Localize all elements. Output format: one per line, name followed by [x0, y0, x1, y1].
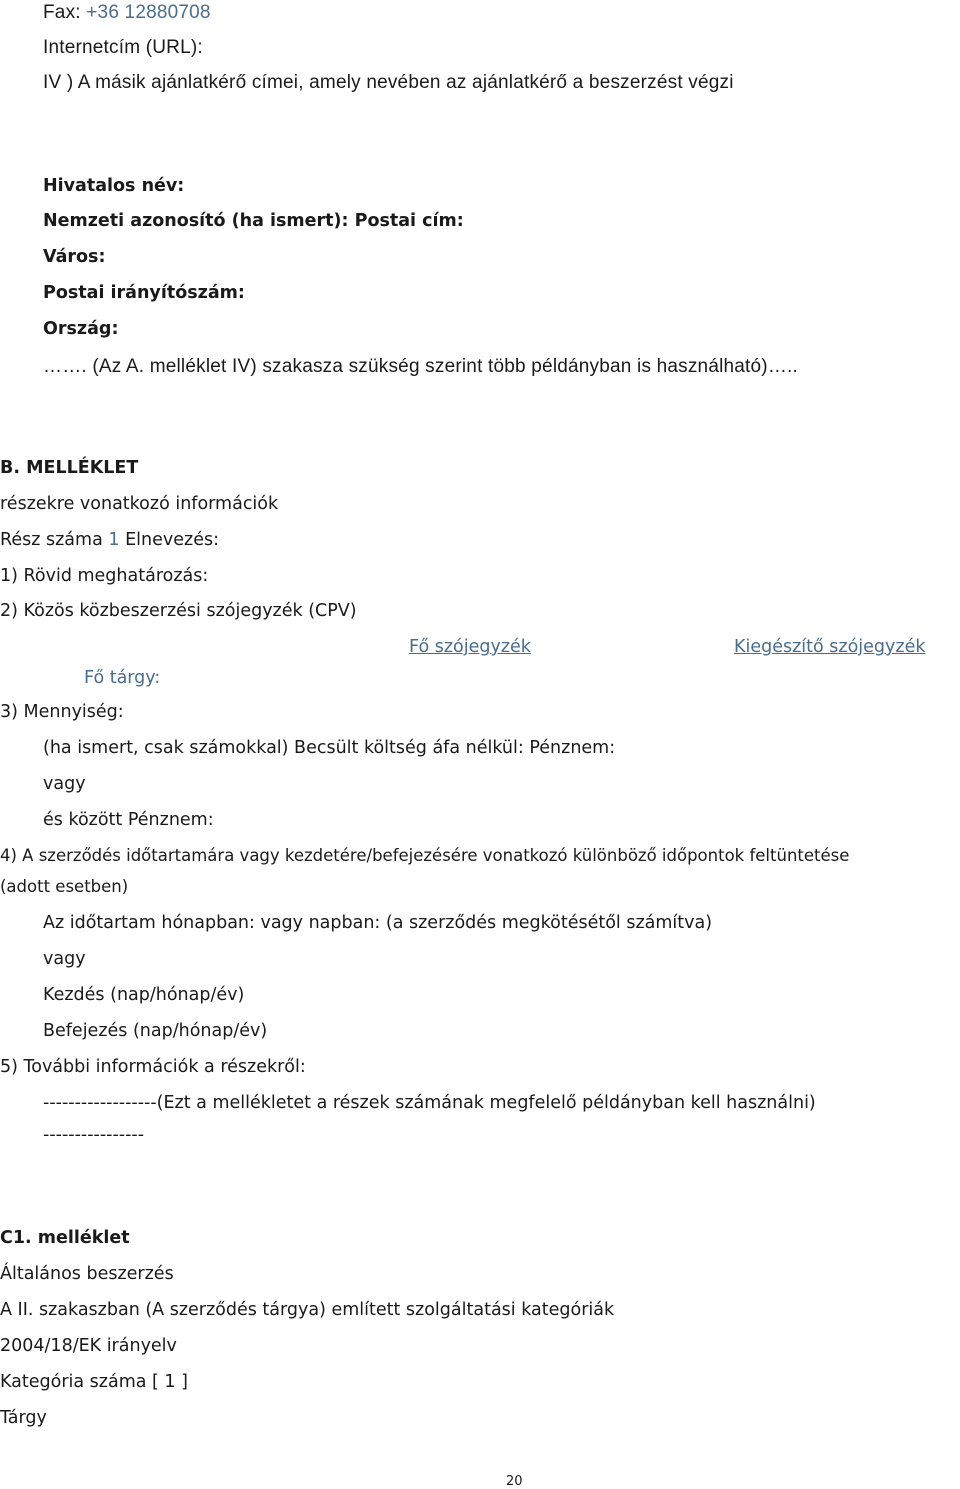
fax-line — [43, 3, 211, 22]
annex-c1-title: C1. melléklet — [0, 1228, 130, 1248]
item-1-short-description: 1) Rövid meghatározás: — [0, 566, 209, 586]
postal-code-label: Postai irányítószám: — [43, 283, 245, 303]
or-text-1: vagy — [43, 774, 86, 794]
section-iv-note: ……. (Az A. melléklet IV) szakasza szükség szerint több példányban is használható)….. — [43, 356, 798, 377]
fax-number: +36 12880708 — [86, 2, 211, 23]
part-number-label: Rész száma — [0, 530, 103, 550]
directive-line: 2004/18/EK irányelv — [0, 1336, 177, 1356]
url-label: Internetcím (URL): — [43, 37, 203, 58]
item-4-duration-heading-cont: (adott esetben) — [0, 877, 129, 896]
part-name-label: Elnevezés: — [125, 530, 219, 550]
duration-line: Az időtartam hónapban: vagy napban: (a szerződés megkötésétől számítva) — [43, 913, 713, 933]
annex-b-instruction: ------------------(Ezt a mellékletet a részek számának megfelelő példányban kell használni) — [43, 1093, 816, 1113]
part-number-line — [0, 532, 219, 550]
subject-label: Tárgy — [0, 1408, 47, 1428]
cpv-supplementary-vocabulary-header: Kiegészítő szójegyzék — [734, 637, 926, 657]
part-number-value: 1 — [108, 530, 120, 550]
annex-b-title: B. MELLÉKLET — [0, 458, 139, 478]
item-3-quantity: 3) Mennyiség: — [0, 702, 124, 722]
annex-b-instruction-cont: ---------------- — [43, 1125, 145, 1145]
official-name-label: Hivatalos név: — [43, 176, 185, 196]
fax-label: Fax: — [43, 2, 81, 23]
cpv-main-object-label: Fő tárgy: — [84, 668, 161, 688]
city-label: Város: — [43, 247, 106, 267]
category-number-line: Kategória száma [ 1 ] — [0, 1372, 188, 1392]
service-categories-line: A II. szakaszban (A szerződés tárgya) említett szolgáltatási kategóriák — [0, 1300, 615, 1320]
item-5-additional-info: 5) További információk a részekről: — [0, 1057, 306, 1077]
end-date-label: Befejezés (nap/hónap/év) — [43, 1021, 268, 1041]
section-iv-heading: IV ) A másik ajánlatkérő címei, amely nevében az ajánlatkérő a beszerzést végzi — [43, 72, 734, 93]
national-id-label: Nemzeti azonosító (ha ismert): Postai cím: — [43, 211, 464, 231]
item-2-cpv: 2) Közös közbeszerzési szójegyzék (CPV) — [0, 601, 357, 621]
or-text-2: vagy — [43, 949, 86, 969]
start-date-label: Kezdés (nap/hónap/év) — [43, 985, 245, 1005]
cpv-main-vocabulary-header: Fő szójegyzék — [409, 637, 531, 657]
page-number: 20 — [506, 1474, 523, 1489]
country-label: Ország: — [43, 319, 119, 339]
annex-b-subtitle: részekre vonatkozó információk — [0, 494, 279, 514]
annex-c1-subtitle: Általános beszerzés — [0, 1264, 174, 1284]
estimated-cost-line: (ha ismert, csak számokkal) Becsült költség áfa nélkül: Pénznem: — [43, 738, 616, 758]
range-currency-line: és között Pénznem: — [43, 810, 214, 830]
item-4-duration-heading: 4) A szerződés időtartamára vagy kezdetére/befejezésére vonatkozó különböző időpontok feltüntetése — [0, 846, 850, 865]
